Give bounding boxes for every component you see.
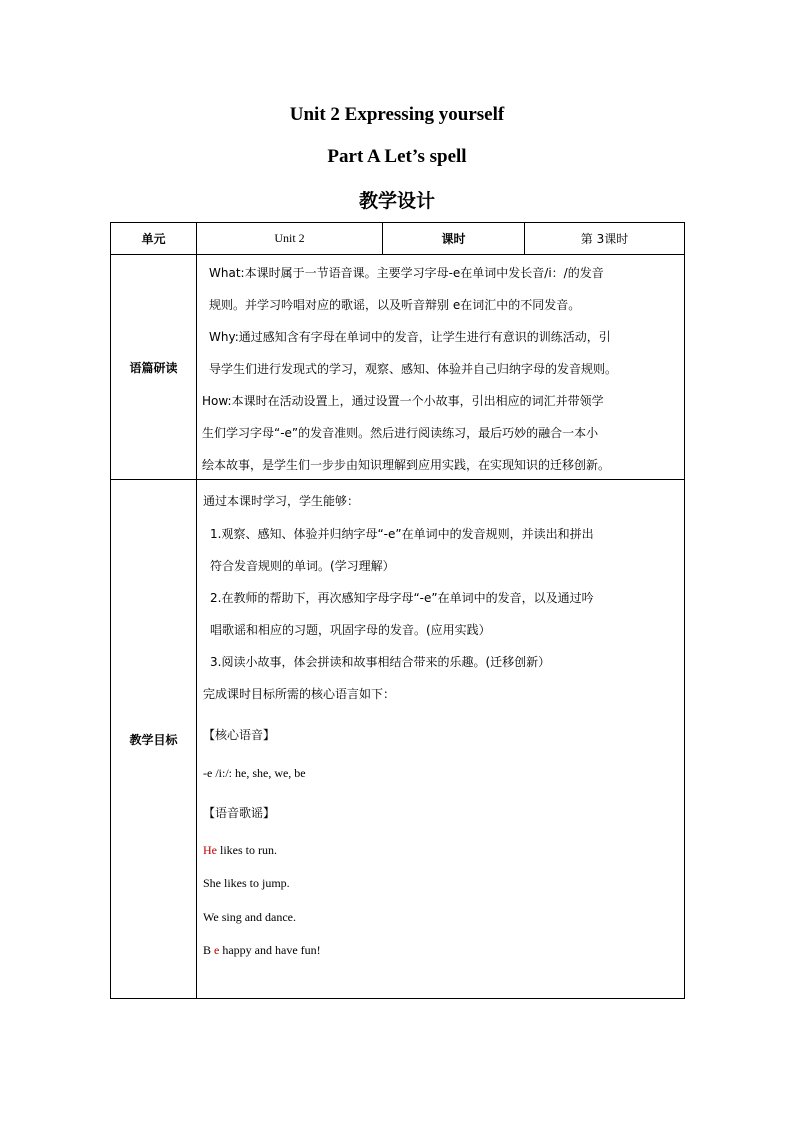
core-phonics-heading: 【核心语音】 [203, 728, 276, 742]
goal-item-1: 1.观察、感知、体验并归纳字母“-e”在单词中的发音规则，并读出和拼出 [210, 527, 594, 541]
chant-line-2: She likes to jump. [203, 876, 290, 890]
chant-highlight: He [203, 843, 217, 857]
chant-line-3: We sing and dance. [203, 910, 296, 924]
reading-line: 生们学习字母“-e”的发音准则。然后进行阅读练习，最后巧妙的融合一本小 [202, 426, 599, 440]
goals-label: 教学目标 [111, 480, 197, 999]
page-title: Unit 2 Expressing yourself [289, 104, 505, 125]
chant-line-1 [203, 843, 277, 858]
core-language-intro: 完成课时目标所需的核心语言如下： [203, 687, 396, 701]
period-value: 第 3课时 [525, 223, 685, 255]
reading-line: 导学生们进行发现式的学习，观察、感知、体验并自己归纳字母的发音规则。 [209, 362, 618, 376]
chant-text: likes to run. [217, 843, 277, 857]
core-phonics-words: -e /i:/: he, she, we, be [203, 766, 306, 780]
chant-heading: 【语音歌谣】 [203, 806, 276, 820]
unit-value: Unit 2 [197, 223, 383, 255]
goals-row [111, 480, 685, 999]
goal-item-2-cont: 唱歌谣和相应的习题，巩固字母的发音。(应用实践） [210, 623, 491, 637]
goals-intro: 通过本课时学习，学生能够： [203, 494, 360, 508]
chant-highlight: e [211, 943, 220, 957]
goal-item-1-cont: 符合发音规则的单词。(学习理解） [210, 559, 395, 573]
reading-line: What:本课时属于一节语音课。主要学习字母-e在单词中发长音/i：/的发音 [209, 266, 604, 280]
goal-item-3: 3.阅读小故事，体会拼读和故事相结合带来的乐趣。(迁移创新） [210, 655, 551, 669]
reading-label: 语篇研读 [111, 255, 197, 480]
reading-line: Why:通过感知含有字母在单词中的发音，让学生进行有意识的训练活动，引 [209, 330, 611, 344]
chant-text: B [203, 943, 212, 957]
reading-content [197, 255, 685, 480]
reading-line: 绘本故事，是学生们一步步由知识理解到应用实践，在实现知识的迁移创新。 [202, 458, 611, 472]
reading-line: 规则。并学习吟唱对应的歌谣，以及听音辩别 e在词汇中的不同发音。 [209, 298, 581, 312]
period-label: 课时 [383, 223, 525, 255]
reading-row [111, 255, 685, 480]
page-subtitle: Part A Let’s spell [327, 146, 467, 167]
unit-label: 单元 [111, 223, 197, 255]
chant-text: happy and have fun! [219, 943, 321, 957]
lesson-plan-table [110, 222, 685, 999]
goal-item-2: 2.在教师的帮助下，再次感知字母字母“-e”在单词中的发音，以及通过吟 [210, 591, 594, 605]
goals-content [197, 480, 685, 999]
document-heading: 教学设计 [358, 190, 435, 212]
reading-line: How:本课时在活动设置上，通过设置一个小故事，引出相应的词汇并带领学 [202, 394, 604, 408]
chant-line-4 [203, 943, 321, 958]
header-row [111, 223, 685, 255]
